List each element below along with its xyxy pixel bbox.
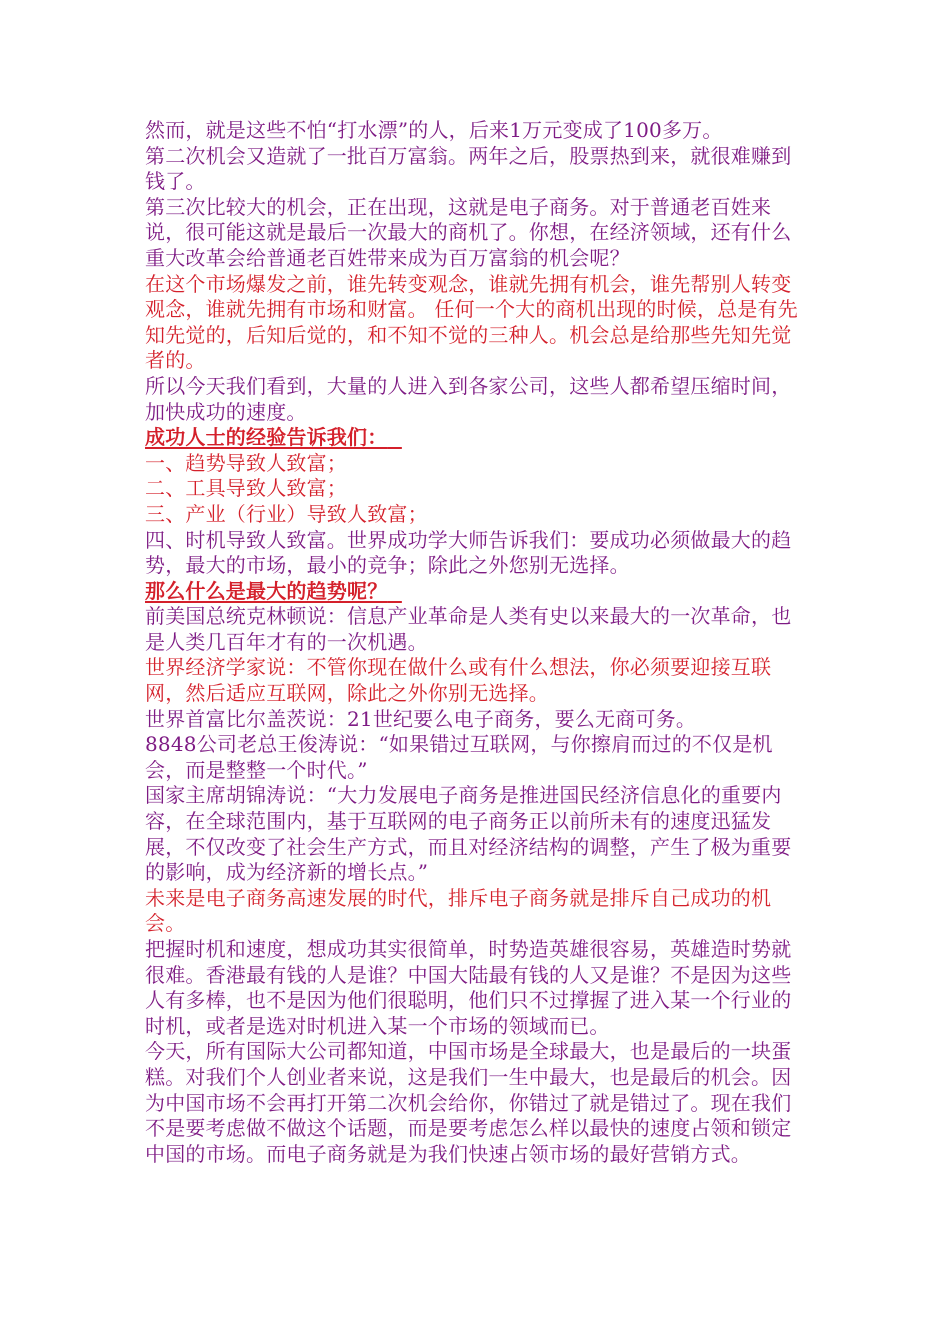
quote-bill-gates: 世界首富比尔盖茨说：21世纪要么电子商务，要么无商可务。 [145,706,697,731]
paragraph-timing: 把握时机和速度，想成功其实很简单，时势造英雄很容易，英雄造时势就很难。香港最有钱的人是谁？中国大陆最有钱的人又是谁？不是因为这些人有多棒，也不是因为他们很聪明，他们只不过撑握了进入某一个行业的时机，或者是选对时机进入某一个市场的领域而已。 [145,937,792,1038]
quote-clinton: 前美国总统克林顿说：信息产业革命是人类有史以来最大的一次革命，也是人类几百年才有的一次机遇。 [145,604,792,654]
section-heading-success-experience [145,425,810,451]
quote-wang-juntao: 8848公司老总王俊涛说：“如果错过互联网，与你擦肩而过的不仅是机会，而是整整一个时代。” [145,732,773,782]
heading-text: 成功人士的经验告诉我们： [145,425,388,450]
quote-economists: 世界经济学家说：不管你现在做什么或有什么想法，你必须要迎接互联网，然后适应互联网，除此之外你别无选择。 [145,655,772,706]
list-item-3: 三、产业（行业）导致人致富； [145,501,428,526]
heading-text: 那么什么是最大的趋势呢？ [145,578,388,603]
paragraph-3: 第三次比较大的机会，正在出现，这就是电子商务。对于普通老百姓来说，很可能这就是最后一次最大的商机了。你想，在经济领域，还有什么重大改革会给普通老百姓带来成为百万富翁的机会呢？ [145,194,792,270]
paragraph-2: 第二次机会又造就了一批百万富翁。两年之后，股票热到来，就很难赚到钱了。 [145,143,792,194]
paragraph-future: 未来是电子商务高速发展的时代，排斥电子商务就是排斥自己成功的机会。 [145,885,772,936]
paragraph-5: 所以今天我们看到，大量的人进入到各家公司，这些人都希望压缩时间，加快成功的速度。 [145,373,792,424]
paragraph-4: 在这个市场爆发之前，谁先转变观念，谁就先拥有机会，谁先帮别人转变观念，谁就先拥有市场和财富。 任何一个大的商机出现的时候，总是有先知先觉的，后知后觉的，和不知不觉的三种人。机会总是给那些先知先觉者的。 [145,271,798,373]
list-item-4: 四、时机导致人致富。世界成功学大师告诉我们：要成功必须做最大的趋势，最大的市场，最小的竞争；除此之外您别无选择。 [145,527,792,578]
paragraph-1: 然而，就是这些不怕“打水漂”的人，后来1万元变成了100多万。 [145,118,723,142]
list-item-2: 二、工具导致人致富； [145,476,347,501]
quote-hu-jintao: 国家主席胡锦涛说：“大力发展电子商务是推进国民经济信息化的重要内容，在全球范围内，基于互联网的电子商务正以前所未有的速度迅猛发展，不仅改变了社会生产方式，而且对经济结构的调整，产生了极为重要的影响，成为经济新的增长点。” [145,783,792,885]
section-heading-biggest-trend [145,579,810,605]
document-body [145,118,810,1167]
list-item-1: 一、趋势导致人致富； [145,450,347,475]
paragraph-china-market: 今天，所有国际大公司都知道，中国市场是全球最大，也是最后的一块蛋糕。对我们个人创业者来说，这是我们一生中最大，也是最后的机会。因为中国市场不会再打开第二次机会给你，你错过了就是错过了。现在我们不是要考虑做不做这个话题，而是要考虑怎么样以最快的速度占领和锁定中国的市场。而电子商务就是为我们快速占领市场的最好营销方式。 [145,1039,792,1166]
